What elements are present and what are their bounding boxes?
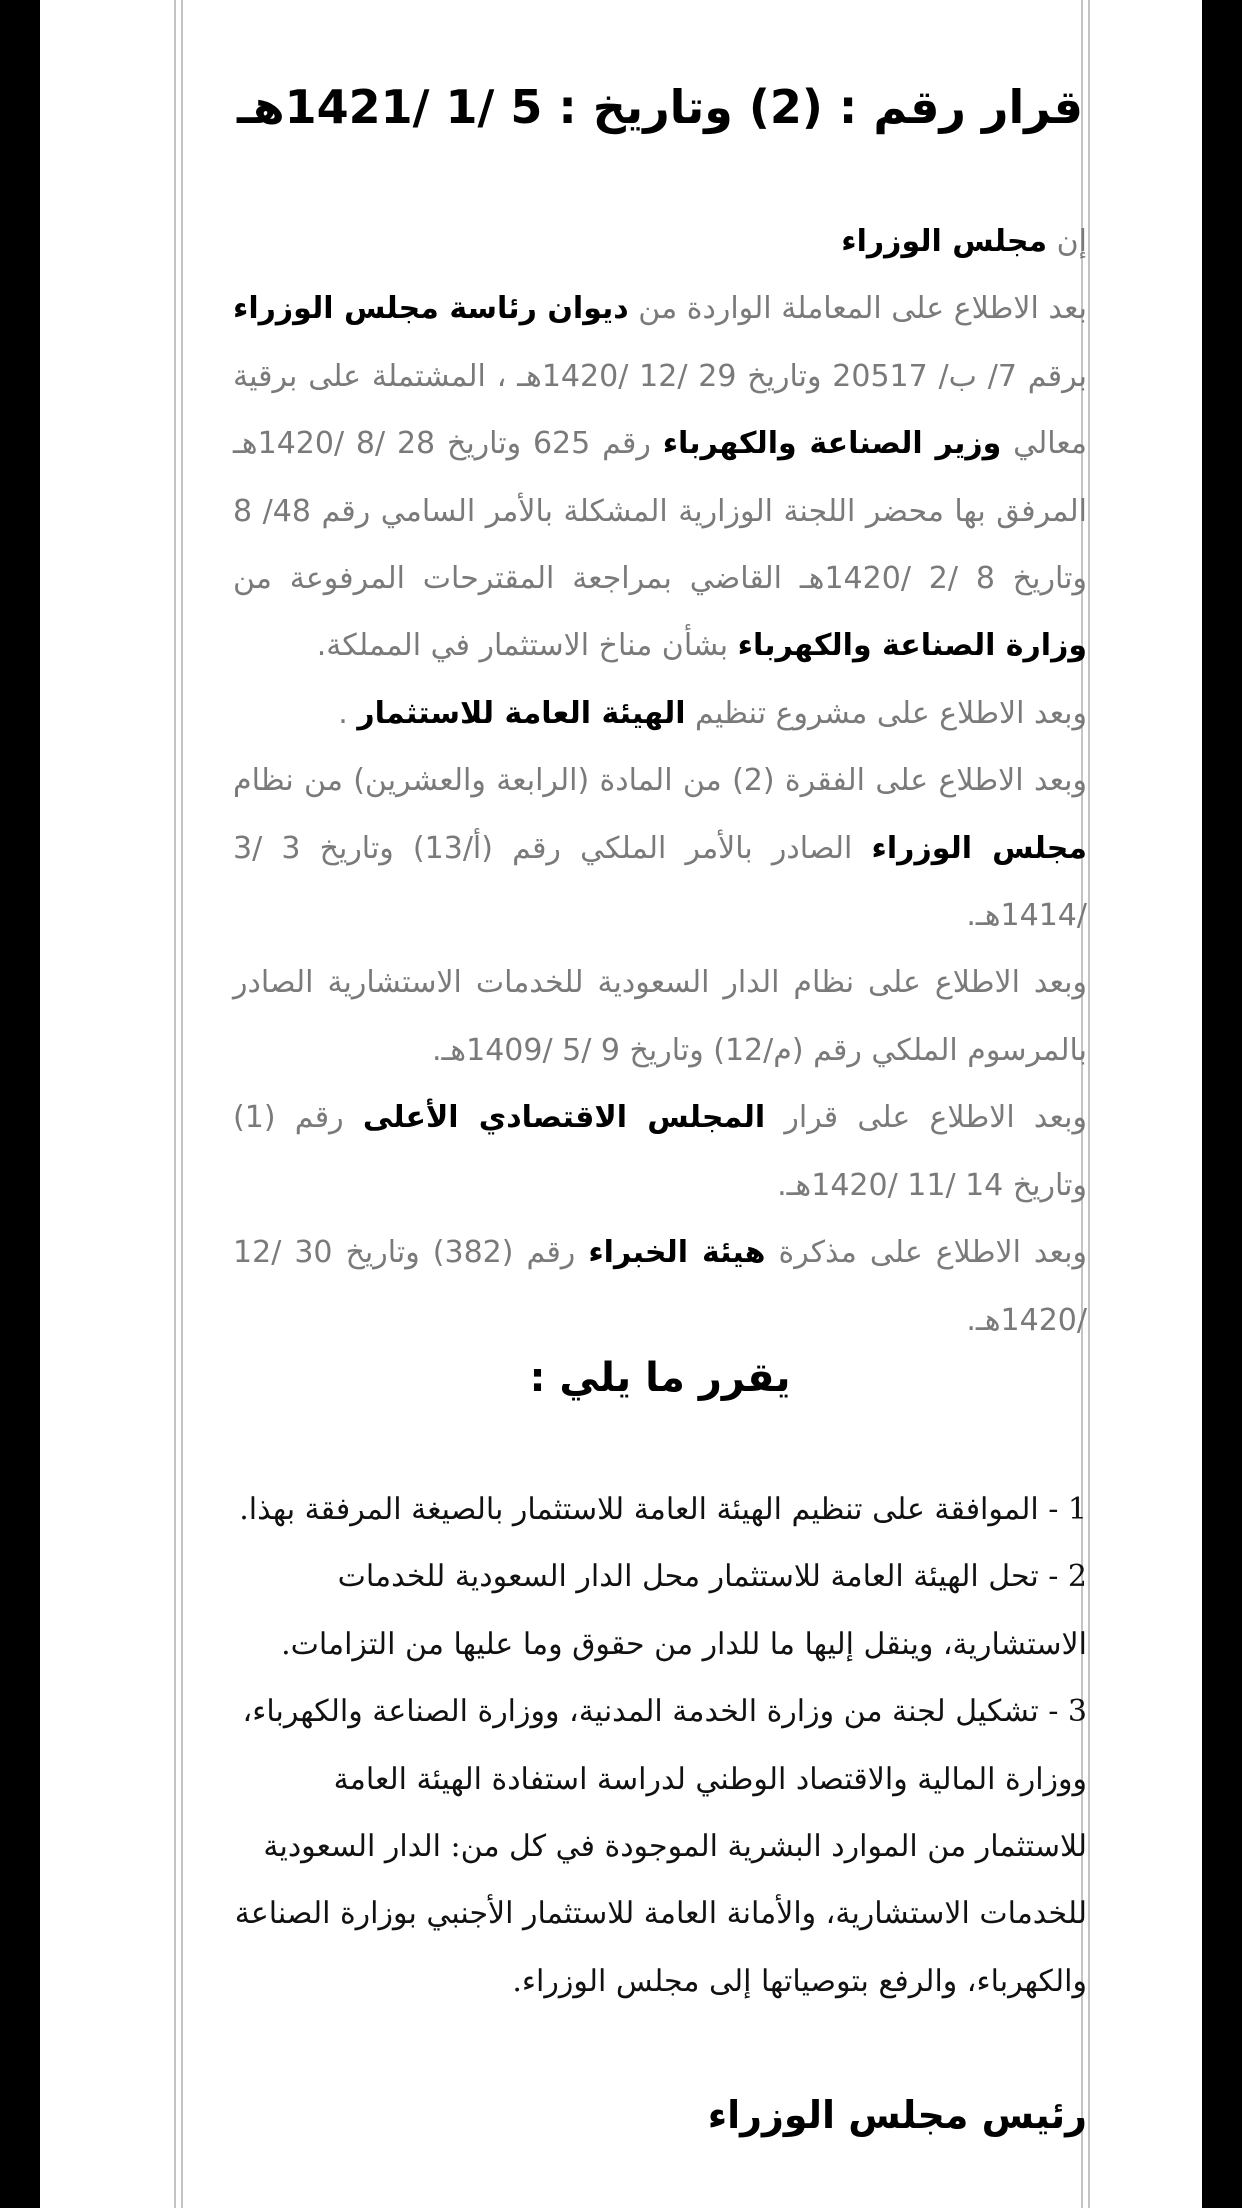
opening-prefix: إن [1047, 224, 1087, 259]
clause-item: 2 - تحل الهيئة العامة للاستثمار محل الدار السعودية للخدمات الاستشارية، وينقل إليها ما للدار من حقوق وما عليها من التزامات. [281, 1559, 1087, 1662]
clause-item: 3 - تشكيل لجنة من وزارة الخدمة المدنية، ووزارة الصناعة والكهرباء، ووزارة المالية والاقتصاد الوطني لدراسة استفادة الهيئة العامة للاستثمار من الموارد البشرية الموجودة في كل من: الدار السعودية للخدمات الاستشارية، والأمانة العامة للاستثمار الأجنبي بوزارة الصناعة والكهرباء، والرفع بتوصياتها إلى مجلس الوزراء. [234, 1694, 1087, 1999]
p6-text-1: وبعد الاطلاع على مذكرة [765, 1235, 1087, 1271]
p1-bold-2: وزير الصناعة والكهرباء [662, 426, 1002, 462]
signature-title: رئيس مجلس الوزراء [707, 2093, 1087, 2137]
p1-bold-3: وزارة الصناعة والكهرباء [737, 628, 1087, 664]
p5-bold-1: المجلس الاقتصادي الأعلى [362, 1100, 766, 1136]
preamble-paragraph-5 [233, 1084, 1087, 1219]
p1-text-1: بعد الاطلاع على المعاملة الواردة من [628, 291, 1087, 327]
p3-text-1: وبعد الاطلاع على الفقرة (2) من المادة (الرابعة والعشرين) من نظام [233, 763, 1088, 799]
preamble-paragraph-3 [233, 747, 1087, 949]
right-border-line [1088, 0, 1090, 2208]
p1-text-3: رقم 625 وتاريخ 28 /8 /1420هـ المرفق بها محضر اللجنة الوزارية المشكلة بالأمر السامي رقم 48/ 8 وتاريخ 8 /2 /1420هـ القاضي بمراجعة المقترحات المرفوعة من [233, 426, 1087, 597]
p1-text-2: برقم 7/ ب/ 20517 وتاريخ 29 /12 /1420هـ ، المشتملة على برقية معالي [233, 358, 1087, 462]
p2-bold-1: الهيئة العامة للاستثمار [357, 695, 686, 731]
preamble-opening [233, 208, 1087, 275]
preamble-paragraph-1 [233, 275, 1087, 679]
left-border-line [174, 0, 176, 2208]
left-border-line-inner [181, 0, 183, 2208]
p2-text-2: . [338, 695, 358, 731]
p6-bold-1: هيئة الخبراء [588, 1235, 766, 1271]
p5-text-1: وبعد الاطلاع على قرار [765, 1100, 1087, 1136]
p5-text-2: رقم (1) وتاريخ 14 /11 /1420هـ. [233, 1100, 1087, 1203]
p3-text-2: الصادر بالأمر الملكي رقم (أ/13) وتاريخ 3 /3 /1414هـ. [233, 830, 1087, 934]
p6-text-2: رقم (382) وتاريخ 30 /12 /1420هـ. [233, 1235, 1087, 1338]
decision-title: قرار رقم : (2) وتاريخ : 5 /1 /1421هـ [237, 80, 1083, 134]
preamble-paragraph-6 [233, 1219, 1087, 1354]
council-name: مجلس الوزراء [841, 224, 1048, 259]
document-page [40, 0, 1202, 2208]
preamble-paragraph-4: وبعد الاطلاع على نظام الدار السعودية للخدمات الاستشارية الصادر بالمرسوم الملكي رقم (م/12) وتاريخ 9 /5 /1409هـ. [233, 965, 1087, 1068]
preamble-paragraph-2 [233, 680, 1087, 747]
clause-item: 1 - الموافقة على تنظيم الهيئة العامة للاستثمار بالصيغة المرفقة بهذا. [239, 1492, 1087, 1527]
p2-text-1: وبعد الاطلاع على مشروع تنظيم [685, 695, 1087, 731]
decision-clauses [233, 1476, 1087, 2015]
p3-bold-1: مجلس الوزراء [871, 830, 1087, 866]
decides-heading: يقرر ما يلي : [529, 1355, 791, 1401]
p1-bold-1: ديوان رئاسة مجلس الوزراء [233, 291, 629, 327]
preamble [233, 208, 1087, 1354]
p1-text-4: بشأن مناخ الاستثمار في المملكة. [316, 628, 738, 664]
